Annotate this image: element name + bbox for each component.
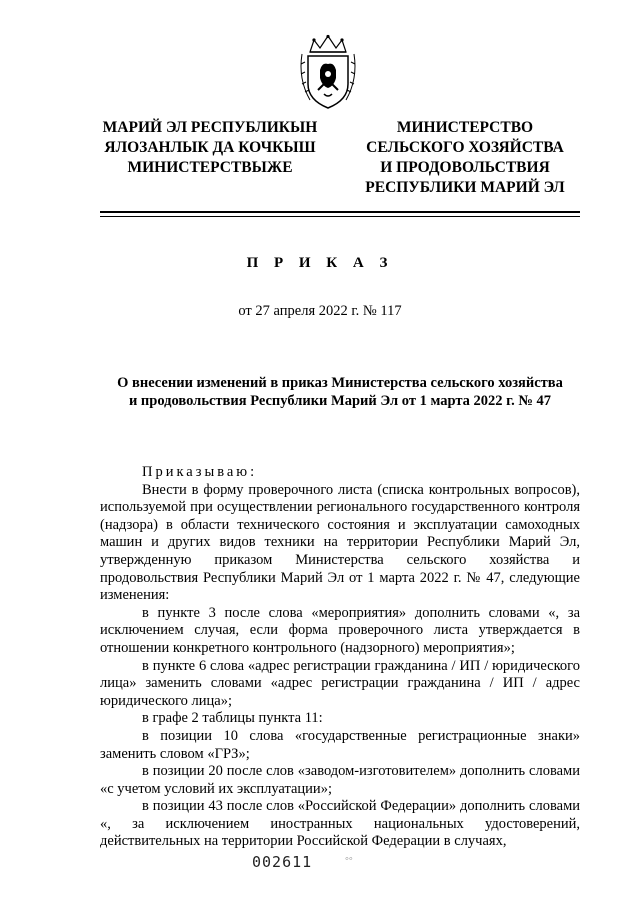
body-paragraph: в позиции 10 слова «государственные регистрационные знаки» заменить словом «ГРЗ»; xyxy=(100,727,580,762)
stamp-mark-icon: ◦◦ xyxy=(345,853,353,865)
body-paragraph: в позиции 43 после слов «Российской Федерации» дополнить словами «, за исключением иностранных национальных удостоверений, действительных на территории Российской Федерации в случаях, xyxy=(100,798,580,850)
body-paragraph: в позиции 20 после слов «заводом-изготовителем» дополнить словами «с учетом условий их эксплуатации»; xyxy=(100,763,580,797)
document-subject xyxy=(100,374,580,410)
header-left-block xyxy=(100,118,320,178)
coat-of-arms-emblem xyxy=(296,34,360,112)
header-right-line: СЕЛЬСКОГО ХОЗЯЙСТВА xyxy=(366,139,564,156)
header-divider-thick xyxy=(100,211,580,213)
body-paragraph: в пункте 3 после слова «мероприятия» дополнить словами «, за исключением случая, если форма проверочного листа утверждается в отношении конкретного контрольного (надзорного) мероприятия»; xyxy=(100,604,580,656)
order-word: Приказываю: xyxy=(142,464,258,480)
body-paragraph: в пункте 6 слова «адрес регистрации гражданина / ИП / юридического лица» заменить словами «адрес регистрации гражданина / ИП / адрес юридического лица»; xyxy=(100,657,580,709)
document-date-number: от 27 апреля 2022 г. № 117 xyxy=(238,303,402,319)
body-paragraph: Внести в форму проверочного листа (списка контрольных вопросов), используемой при осуществлении регионального государственного контроля (надзора) в области технического состояния и эксплуатации самоходных машин и других видов техники на территории Республики Марий Эл, утвержденную приказом Министерства сельского хозяйства и продовольствия Республики Марий Эл от 1 марта 2022 г. № 47, следующие изменения: xyxy=(100,481,580,604)
document-title: П Р И К А З xyxy=(246,255,394,271)
header-right-line: РЕСПУБЛИКИ МАРИЙ ЭЛ xyxy=(365,179,565,196)
subject-line: и продовольствия Республики Марий Эл от 1 марта 2022 г. № 47 xyxy=(128,393,552,409)
header-right-block xyxy=(350,118,580,198)
header-left-line: МАРИЙ ЭЛ РЕСПУБЛИКЫН xyxy=(102,119,318,136)
header-right-line: МИНИСТЕРСТВО xyxy=(396,119,534,136)
serial-stamp-number: 002611 xyxy=(252,853,313,871)
header-left-line: МИНИСТЕРСТВЫЖЕ xyxy=(127,159,293,176)
header-left-line: ЯЛОЗАНЛЫК ДА КОЧКЫШ xyxy=(104,139,316,156)
subject-line: О внесении изменений в приказ Министерства сельского хозяйства xyxy=(117,375,563,391)
header-divider-thin xyxy=(100,216,580,217)
header-right-line: И ПРОДОВОЛЬСТВИЯ xyxy=(380,159,550,176)
document-body xyxy=(100,464,580,851)
body-paragraph: в графе 2 таблицы пункта 11: xyxy=(142,710,323,727)
